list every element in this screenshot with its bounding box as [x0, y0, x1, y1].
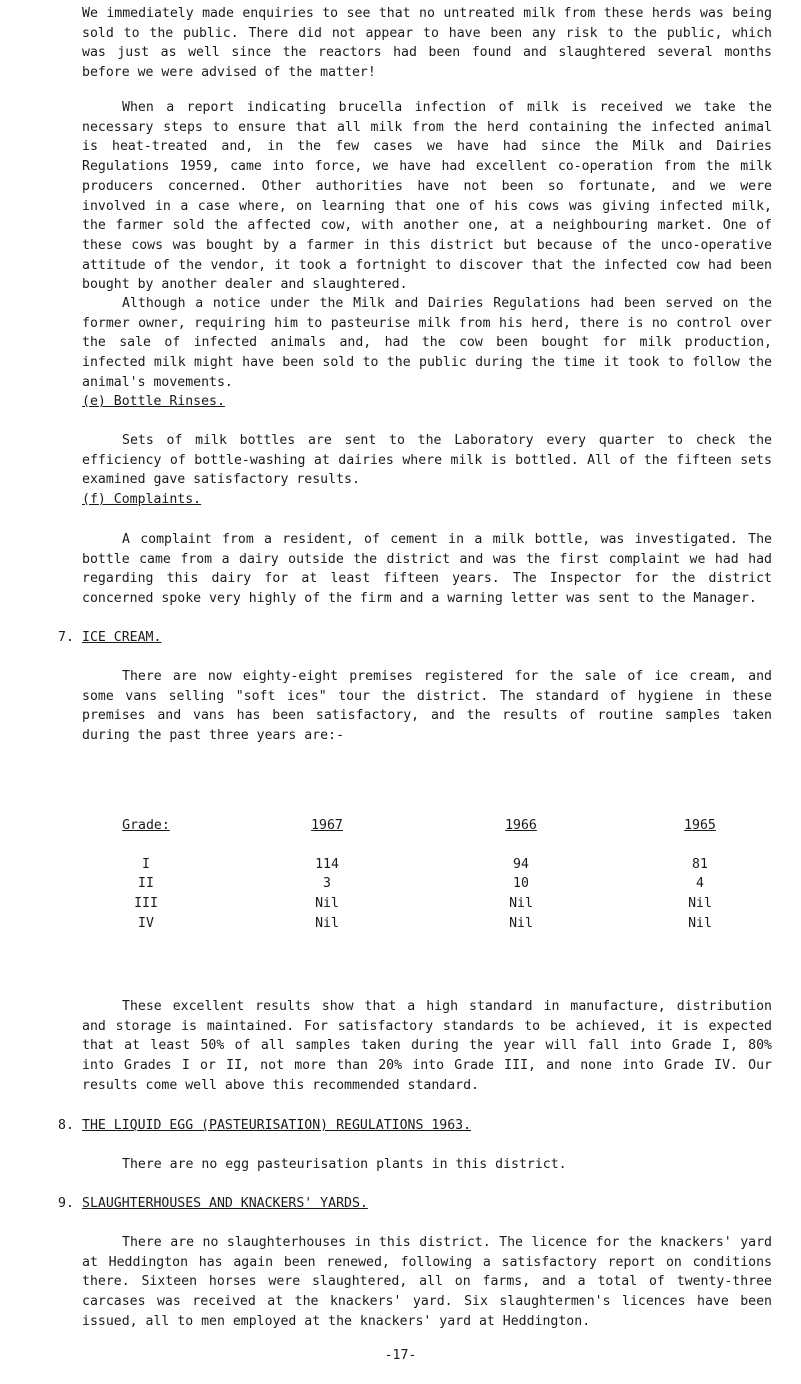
page-number: -17-: [384, 1348, 417, 1363]
paragraph-brucella: When a report indicating brucella infection of milk is received we take the necessary steps to ensure that all milk from the herd containing the infected animal is heat-treated and, in the few cases we have had since the Milk and Dairies Regulations 1959, came into force, we have had excellent co-operation from the milk producers concerned. Other authorities have not been so fortunate, and we were involved in a case where, on learning that one of his cows was giving infected milk, the farmer sold the affected cow, with another one, at a neighbouring market. One of these cows was bought by a farmer in this district but because of the unco-operative attitude of the vendor, it took a fortnight to discover that the infected cow had been bought by another dealer and slaughtered.: [82, 100, 772, 293]
heading-liquid-egg: THE LIQUID EGG (PASTEURISATION) REGULATIONS 1963.: [82, 1118, 472, 1133]
cell-1967: Nil: [315, 896, 339, 912]
header-1965: 1965: [684, 818, 716, 833]
section-number-7: 7.: [58, 630, 74, 645]
header-grade: Grade:: [122, 818, 170, 833]
paragraph-results: These excellent results show that a high standard in manufacture, distribution and storage is maintained. For satisfactory standards to be achieved, it is expected that at least 50% of all samples taken during the year will fall into Grade I, 80% into Grades I or II, not more than 20% into Grade III, and none into Grade IV. Our results come well above this recommended standard.: [82, 999, 772, 1093]
cell-1965: 4: [696, 876, 704, 892]
heading-bottle-rinses: (e) Bottle Rinses.: [82, 394, 225, 409]
table-row: [82, 894, 772, 914]
paragraph-untreated-milk: We immediately made enquiries to see that no untreated milk from these herds was being sold to the public. There did not appear to have been any risk to the public, which was just as well since the reactors had been found and slaughtered several months before we were advised of the matter!: [82, 6, 772, 81]
cell-1966: 94: [513, 856, 529, 872]
section-number-9: 9.: [58, 1196, 74, 1211]
paragraph-liquid-egg: There are no egg pasteurisation plants in this district.: [122, 1157, 567, 1172]
grade-table-header: [82, 816, 772, 836]
table-row: [82, 874, 772, 894]
paragraph-slaughterhouses: There are no slaughterhouses in this district. The licence for the knackers' yard at Heddington has again been renewed, following a satisfactory report on conditions there. Sixteen horses were slaughtered, all on farms, and a total of twenty-three carcases was received at the knackers' yard. Six slaughtermen's licences have been issued, all to men employed at the knackers' yard at Heddington.: [82, 1235, 772, 1329]
header-1966: 1966: [505, 818, 537, 833]
cell-1965: Nil: [688, 896, 712, 912]
heading-complaints: (f) Complaints.: [82, 492, 202, 507]
cell-1967: Nil: [315, 915, 339, 931]
paragraph-notice: Although a notice under the Milk and Dairies Regulations had been served on the former owner, requiring him to pasteurise milk from his herd, there is no control over the sale of infected animals and, had the cow been bought for milk production, infected milk might have been sold to the public during the time it took to follow the animal's movements.: [82, 296, 772, 390]
table-row: [82, 914, 772, 934]
cell-1967: 3: [323, 876, 331, 892]
cell-grade: III: [134, 896, 158, 912]
cell-1965: Nil: [688, 915, 712, 931]
paragraph-complaints: A complaint from a resident, of cement in a milk bottle, was investigated. The bottle came from a dairy outside the district and was the first complaint we had had regarding this dairy for at least fifteen years. The Inspector for the district concerned spoke very highly of the firm and a warning letter was sent to the Manager.: [82, 532, 772, 607]
cell-grade: IV: [138, 915, 154, 931]
cell-1966: 10: [513, 876, 529, 892]
cell-1965: 81: [692, 856, 708, 872]
grade-table: [82, 816, 772, 933]
cell-1966: Nil: [509, 896, 533, 912]
table-row: [82, 855, 772, 875]
cell-1967: 114: [315, 856, 339, 872]
cell-grade: I: [142, 856, 150, 872]
heading-slaughterhouses: SLAUGHTERHOUSES AND KNACKERS' YARDS.: [82, 1196, 368, 1211]
cell-1966: Nil: [509, 915, 533, 931]
paragraph-ice-cream: There are now eighty-eight premises registered for the sale of ice cream, and some vans selling "soft ices" tour the district. The standard of hygiene in these premises and vans has been satisfactory, and the results of routine samples taken during the past three years are:-: [82, 669, 772, 744]
cell-grade: II: [138, 876, 154, 892]
heading-ice-cream: ICE CREAM.: [82, 630, 162, 645]
paragraph-bottle-rinses: Sets of milk bottles are sent to the Laboratory every quarter to check the efficiency of bottle-washing at dairies where milk is bottled. All of the fifteen sets examined gave satisfactory results.: [82, 433, 772, 488]
header-1967: 1967: [311, 818, 343, 833]
section-number-8: 8.: [58, 1118, 74, 1133]
